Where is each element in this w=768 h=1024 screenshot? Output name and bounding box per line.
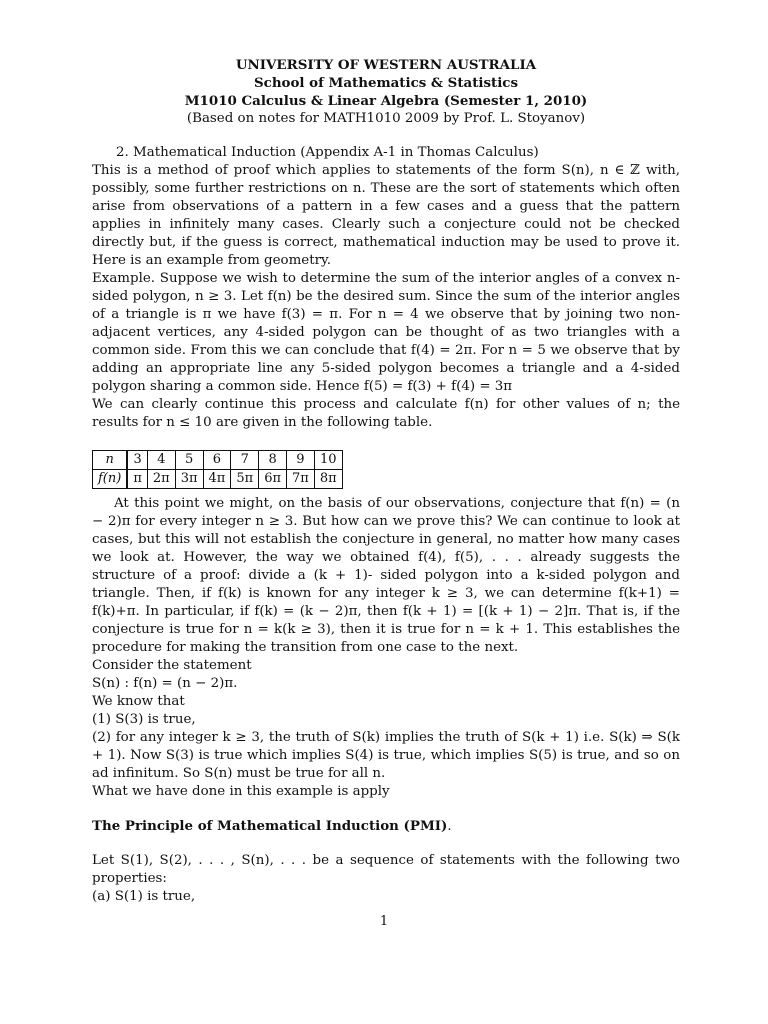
table-cell: 2π (147, 470, 175, 489)
apply-line: What we have done in this example is apply (92, 784, 390, 799)
pmi-period: . (447, 819, 452, 834)
continue-paragraph: We can clearly continue this process and calculate f(n) for other values of n; the results for n ≤ 10 are given in the following table. (92, 397, 680, 430)
table-cell: 4 (147, 451, 175, 470)
table-cell: 8π (314, 470, 342, 489)
table-cell: 9 (287, 451, 315, 470)
table-cell: 8 (259, 451, 287, 470)
course-title: M1010 Calculus & Linear Algebra (Semester 1, 2010) (184, 93, 588, 109)
table-cell: 10 (314, 451, 342, 470)
pmi-heading (92, 817, 680, 836)
intro-paragraph: This is a method of proof which applies to statements of the form S(n), n ∈ ℤ with, possibly, some further restrictions on n. These are the sort of statements which often arise from observations of a pattern in a few cases and a guess that the pattern applies in infinitely many cases. Clearly such a conjecture could not be checked directly but, if the guess is correct, mathematical induction may be used to prove it. Here is an example from geometry. (92, 163, 680, 268)
university-name: UNIVERSITY OF WESTERN AUSTRALIA (235, 57, 537, 73)
item-2: (2) for any integer k ≥ 3, the truth of S(k) implies the truth of S(k + 1) i.e. S(k) ⇒ S(k + 1). Now S(3) is true which implies S(4) is true, which implies S(5) is true, and so on ad infinitum. So S(n) must be true for all n. (92, 730, 680, 781)
table-cell: 4π (203, 470, 231, 489)
document-header (92, 56, 680, 128)
page-number: 1 (379, 914, 389, 929)
table-cell: 5 (175, 451, 203, 470)
property-a: (a) S(1) is true, (92, 889, 196, 904)
statement-line: S(n) : f(n) = (n − 2)π. (92, 676, 238, 691)
example-paragraph: Example. Suppose we wish to determine the sum of the interior angles of a convex n-sided polygon, n ≥ 3. Let f(n) be the desired sum. Since the sum of the interior angles of a triangle is π we have f(3) = π. For n = 4 we observe that by joining two non-adjacent vertices, any 4-sided polygon can be thought of as two triangles with a common side. From this we can conclude that f(4) = 2π. For n = 5 we observe that by adding an appropriate line any 5-sided polygon becomes a triangle and a 4-sided polygon sharing a common side. Hence f(5) = f(3) + f(4) = 3π (92, 271, 680, 394)
table-row-label: f(n) (93, 470, 128, 489)
conjecture-paragraph: At this point we might, on the basis of our observations, conjecture that f(n) = (n − 2)π for every integer n ≥ 3. But how can we prove this? We can continue to look at cases, but this will not establish the conjecture in general, no matter how many cases we look at. However, the way we obtained f(4), f(5), . . . already suggests the structure of a proof: divide a (k + 1)- sided polygon into a k-sided polygon and triangle. Then, if f(k) is known for any integer k ≥ 3, we can determine f(k+1) = f(k)+π. In particular, if f(k) = (k − 2)π, then f(k + 1) = [(k + 1) − 2]π. That is, if the conjecture is true for n = k(k ≥ 3), then it is true for n = k + 1. This establishes the procedure for making the transition from one case to the next. (92, 496, 680, 655)
table-row-n (93, 451, 343, 470)
table-cell: 7 (231, 451, 259, 470)
school-name: School of Mathematics & Statistics (254, 75, 518, 91)
table-cell: 3π (175, 470, 203, 489)
item-1: (1) S(3) is true, (92, 712, 196, 727)
table-row-label: n (93, 451, 128, 470)
table-cell: 6 (203, 451, 231, 470)
table-row-f (93, 470, 343, 489)
values-table (92, 450, 343, 489)
table-cell: 6π (259, 470, 287, 489)
table-cell: 5π (231, 470, 259, 489)
let-paragraph: Let S(1), S(2), . . . , S(n), . . . be a sequence of statements with the following two properties: (92, 853, 680, 886)
we-know-line: We know that (92, 694, 185, 709)
table-cell: π (127, 470, 147, 489)
section-title: 2. Mathematical Induction (Appendix A-1 in Thomas Calculus) (116, 145, 539, 160)
table-cell: 7π (287, 470, 315, 489)
document-body (92, 56, 680, 906)
pmi-title: The Principle of Mathematical Induction (PMI) (92, 818, 448, 834)
notes-credit: (Based on notes for MATH1010 2009 by Prof. L. Stoyanov) (186, 111, 586, 126)
consider-line: Consider the statement (92, 658, 252, 673)
table-cell: 3 (127, 451, 147, 470)
